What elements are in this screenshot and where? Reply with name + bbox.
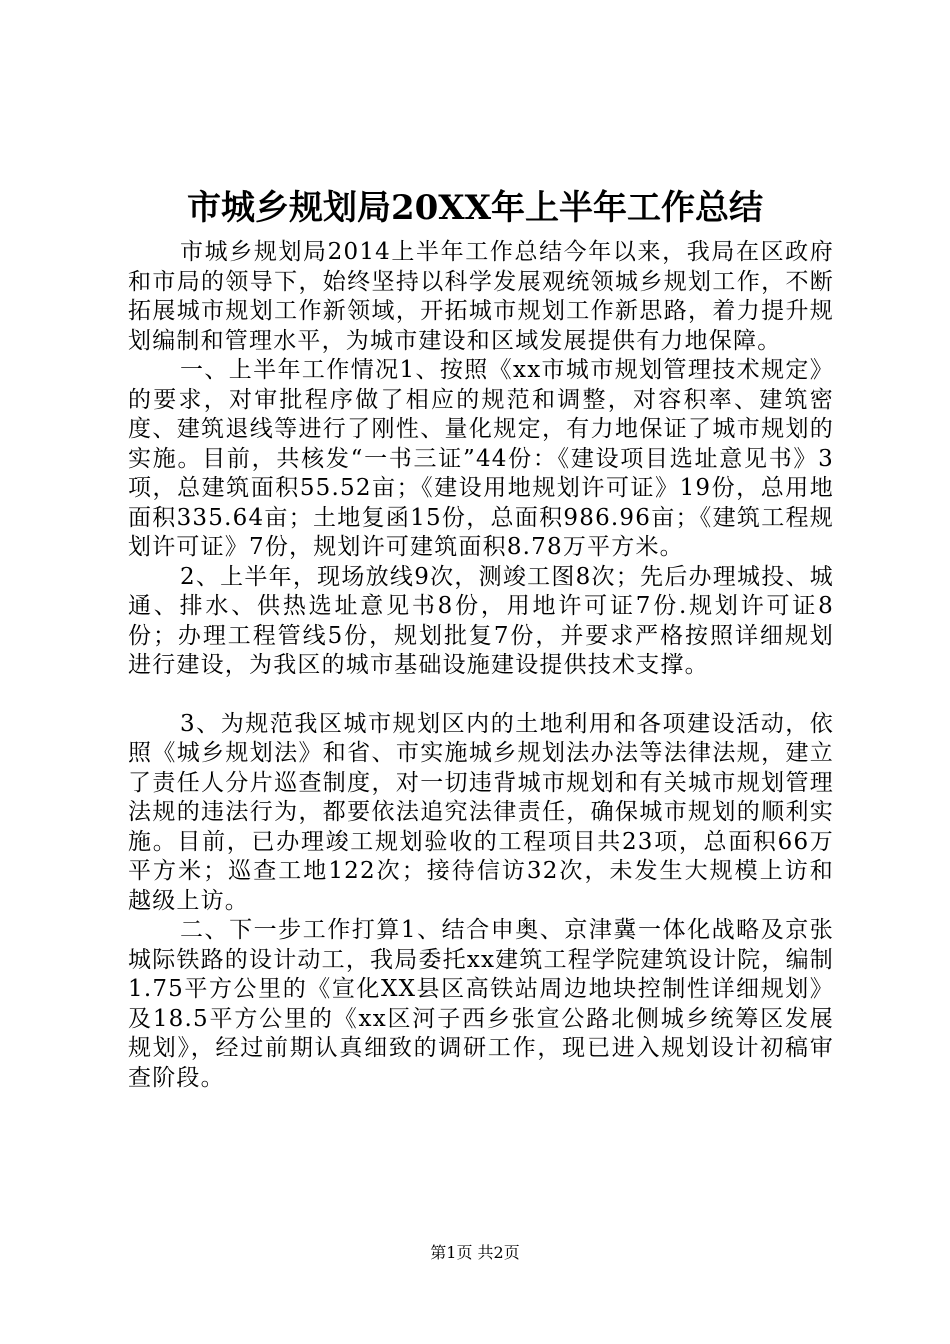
paragraph-intro: 市城乡规划局2014上半年工作总结今年以来，我局在区政府和市局的领导下，始终坚持以科学发展观统领城乡规划工作，不断拓展城市规划工作新领域，开拓城市规划工作新思路，着力提升规划编制和管理水平，为城市建设和区域发展提供有力地保障。 bbox=[128, 239, 834, 354]
document-body bbox=[128, 238, 834, 1093]
paragraph-section-two: 二、下一步工作打算1、结合申奥、京津冀一体化战略及京张城际铁路的设计动工，我局委托xx建筑工程学院建筑设计院，编制1.75平方公里的《宣化XX县区高铁站周边地块控制性详细规划》及18.5平方公里的《xx区河子西乡张宣公路北侧城乡统筹区发展规划》，经过前期认真细致的调研工作，现已进入规划设计初稿审查阶段。 bbox=[128, 917, 834, 1091]
document-title: 市城乡规划局20XX年上半年工作总结 bbox=[186, 188, 764, 228]
paragraph-item-three: 3、为规范我区城市规划区内的土地利用和各项建设活动，依照《城乡规划法》和省、市实施城乡规划法办法等法律法规，建立了责任人分片巡查制度，对一切违背城市规划和有关城市规划管理法规的违法行为，都要依法追究法律责任，确保城市规划的顺利实施。目前，已办理竣工规划验收的工程项目共23项，总面积66万平方米；巡查工地122次；接待信访32次，未发生大规模上访和越级上访。 bbox=[128, 710, 834, 914]
paragraph-section-one: 一、上半年工作情况1、按照《xx市城市规划管理技术规定》的要求，对审批程序做了相应的规范和调整，对容积率、建筑密度、建筑退线等进行了刚性、量化规定，有力地保证了城市规划的实施。目前，共核发“一书三证”44份：《建设项目选址意见书》3项，总建筑面积55.52亩；《建设用地规划许可证》19份，总用地面积335.64亩；土地复函15份，总面积986.96亩；《建筑工程规划许可证》7份，规划许可建筑面积8.78万平方米。 bbox=[128, 357, 834, 560]
page-number-footer: 第1页 共2页 bbox=[430, 1243, 520, 1262]
paragraph-item-two: 2、上半年，现场放线9次，测竣工图8次；先后办理城投、城通、排水、供热选址意见书8份，用地许可证7份.规划许可证8份；办理工程管线5份，规划批复7份，并要求严格按照详细规划进行建设，为我区的城市基础设施建设提供技术支撑。 bbox=[128, 563, 834, 678]
